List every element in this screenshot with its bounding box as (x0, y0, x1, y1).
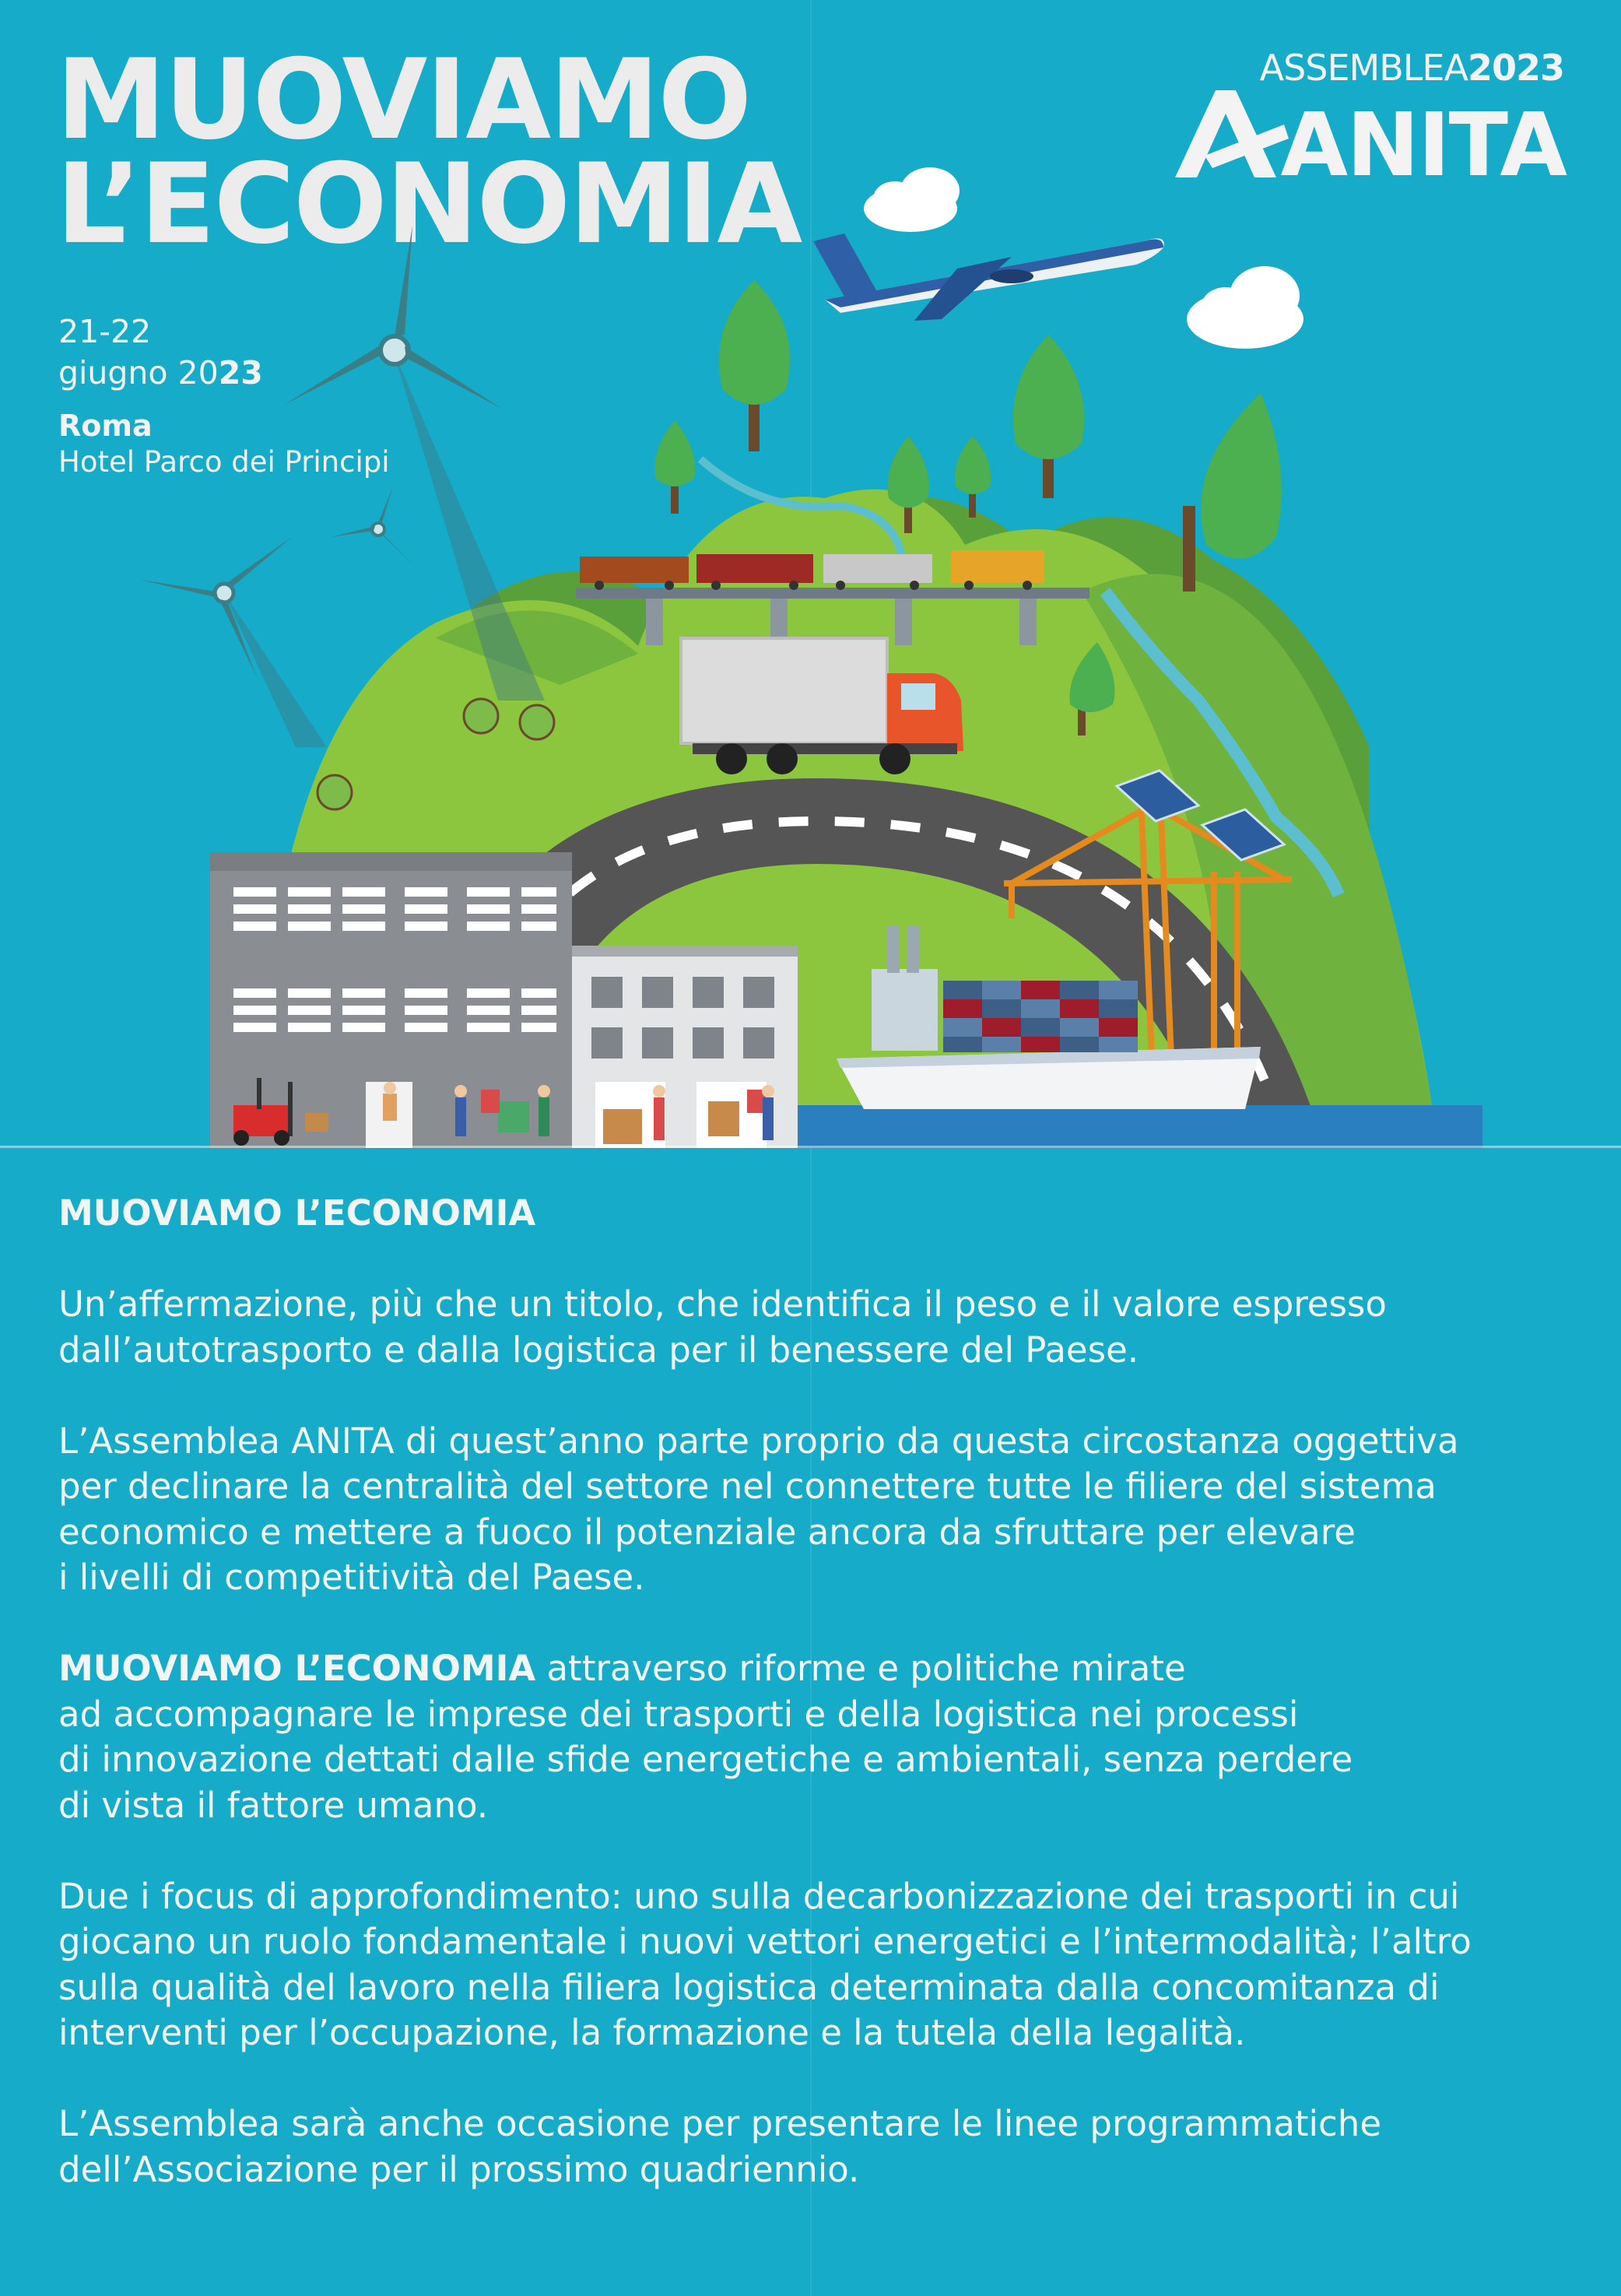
body-paragraph-3-rest: attraverso riforme e politiche mirate ad accompagnare le imprese dei trasporti e della logistica nei processi di innovazione dettati dalle sfide energetiche e ambientali, senza perdere di vista il fattore umano. (58, 1648, 1353, 1826)
sea (798, 1105, 1482, 1148)
paper-fold-horizontal (0, 1146, 1621, 1148)
airplane-icon (813, 233, 1164, 321)
tree-icon (654, 420, 695, 514)
event-city: Roma (58, 409, 153, 443)
wind-turbine-icon (284, 226, 545, 700)
cloud-icon (1187, 266, 1303, 349)
body-paragraph-3-lead: MUOVIAMO L’ECONOMIA (58, 1648, 536, 1689)
body-paragraph-5: L’Assemblea sarà anche occasione per presentare le linee programmatiche dell’Associazione per il prossimo quadriennio. (58, 2103, 1382, 2190)
body-text (58, 1191, 1584, 2238)
tree-icon (719, 280, 790, 451)
logo-year: 2023 (1467, 47, 1564, 89)
title-line-2: L’ECONOMIA (56, 140, 802, 269)
title-line-1: MUOVIAMO (56, 36, 751, 164)
body-paragraph-4: Due i focus di approfondimento: uno sulla decarbonizzazione dei trasporti in cui giocano un ruolo fondamentale i nuovi vettori energetici e l’intermodalità; l’altro sulla qualità del lavoro nella filiera logistica determinata dalla concomitanza di interventi per l’occupazione, la formazione e la tutela della legalità. (58, 1875, 1472, 2053)
logo-name: ANITA (1280, 95, 1566, 196)
tree-icon (1013, 335, 1084, 498)
cloud-icon (864, 167, 960, 232)
body-paragraph-3 (58, 1646, 1584, 1828)
body-paragraph-1: Un’affermazione, più che un titolo, che identifica il peso e il valore espresso dall’autotrasporto e dalla logistica per il benessere del Paese. (58, 1283, 1387, 1371)
event-days: 21-22 (58, 313, 152, 350)
body-paragraph-2: L’Assemblea ANITA di quest’anno parte proprio da questa circostanza oggettiva per declinare la centralità del settore nel connettere tutte le filiere del sistema economico e mettere a fuoco il potenziale ancora da sfruttare per elevare i livelli di competitività del Paese. (58, 1420, 1459, 1598)
event-venue: Hotel Parco dei Principi (58, 445, 390, 479)
event-month: giugno 20 (58, 354, 219, 391)
event-year: 23 (218, 354, 263, 391)
wind-turbine-icon (331, 486, 412, 564)
body-heading: MUOVIAMO L’ECONOMIA (58, 1192, 536, 1234)
wind-turbine-icon (140, 537, 327, 747)
logo-event: ASSEMBLEA (1259, 47, 1468, 89)
